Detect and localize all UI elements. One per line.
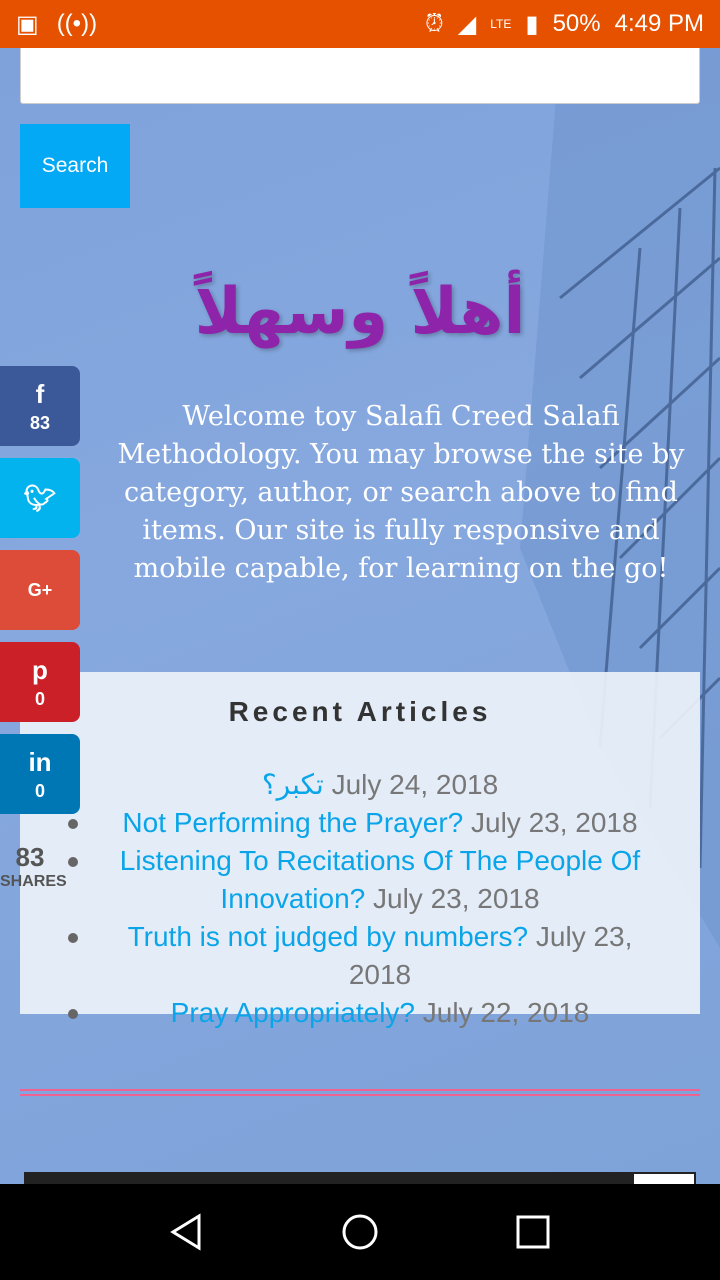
linkedin-count: 0 xyxy=(34,780,45,801)
list-item xyxy=(20,918,700,994)
pinterest-count: 0 xyxy=(34,688,45,709)
total-shares xyxy=(0,842,67,891)
divider xyxy=(20,1089,700,1091)
welcome-text: Welcome toy Salafi Creed Salafi Methodology. You may browse the site by category, author, or search above to find items. Our site is fully responsive and mobile capable, for learning on the go! xyxy=(117,401,685,584)
google-plus-share-button[interactable] xyxy=(0,550,80,630)
twitter-icon: 🐦︎ xyxy=(23,483,57,513)
navigation-bar xyxy=(0,1184,720,1280)
alarm-icon: ⏰︎ xyxy=(425,10,444,37)
recent-articles-panel xyxy=(20,672,700,1028)
search-button[interactable]: Search xyxy=(20,124,130,208)
search-input[interactable] xyxy=(20,40,700,104)
article-link[interactable]: تكبر؟ xyxy=(261,769,324,800)
pinterest-icon: p xyxy=(32,654,48,685)
list-item xyxy=(20,994,700,1032)
article-link[interactable]: Not Performing the Prayer? xyxy=(122,807,464,838)
facebook-count: 83 xyxy=(29,412,51,433)
article-link[interactable]: Listening To Recitations Of The People Of Innovation? xyxy=(119,845,641,914)
back-icon[interactable] xyxy=(167,1212,207,1252)
battery-icon: ▮ xyxy=(525,10,539,38)
google-plus-icon: G+ xyxy=(27,580,53,600)
image-icon: ▣ xyxy=(16,10,39,38)
facebook-share-button[interactable] xyxy=(0,366,80,446)
article-date: July 22, 2018 xyxy=(422,997,590,1028)
article-date: July 24, 2018 xyxy=(331,769,499,800)
battery-percent: 50% xyxy=(552,10,601,37)
total-shares-count: 83 xyxy=(15,842,45,872)
facebook-icon: f xyxy=(35,378,45,409)
list-item xyxy=(20,804,700,842)
pinterest-share-button[interactable] xyxy=(0,642,80,722)
article-link[interactable]: Pray Appropriately? xyxy=(170,997,415,1028)
recents-icon[interactable] xyxy=(513,1212,553,1252)
ad-close-icon[interactable] xyxy=(634,1174,694,1184)
article-date: July 23, 2018 xyxy=(373,883,540,914)
linkedin-share-button[interactable] xyxy=(0,734,80,814)
article-date: July 23, 2018 xyxy=(348,921,633,990)
signal-icon: ◢ xyxy=(457,10,477,38)
article-date: July 23, 2018 xyxy=(471,807,638,838)
site-title-arabic: أهلاً وسهلاً xyxy=(194,275,526,349)
ad-banner[interactable] xyxy=(24,1172,696,1184)
divider xyxy=(20,1094,700,1096)
network-type: LTE xyxy=(490,17,512,31)
twitter-share-button[interactable] xyxy=(0,458,80,538)
status-bar xyxy=(0,0,720,48)
list-item xyxy=(20,842,700,918)
home-icon[interactable] xyxy=(340,1212,380,1252)
list-item xyxy=(20,766,700,804)
article-link[interactable]: Truth is not judged by numbers? xyxy=(127,921,529,952)
recent-articles-title: Recent Articles xyxy=(228,696,492,727)
linkedin-icon: in xyxy=(28,746,52,777)
total-shares-label: SHARES xyxy=(0,873,67,890)
hotspot-icon: ((•)) xyxy=(56,10,98,37)
clock: 4:49 PM xyxy=(614,10,704,37)
